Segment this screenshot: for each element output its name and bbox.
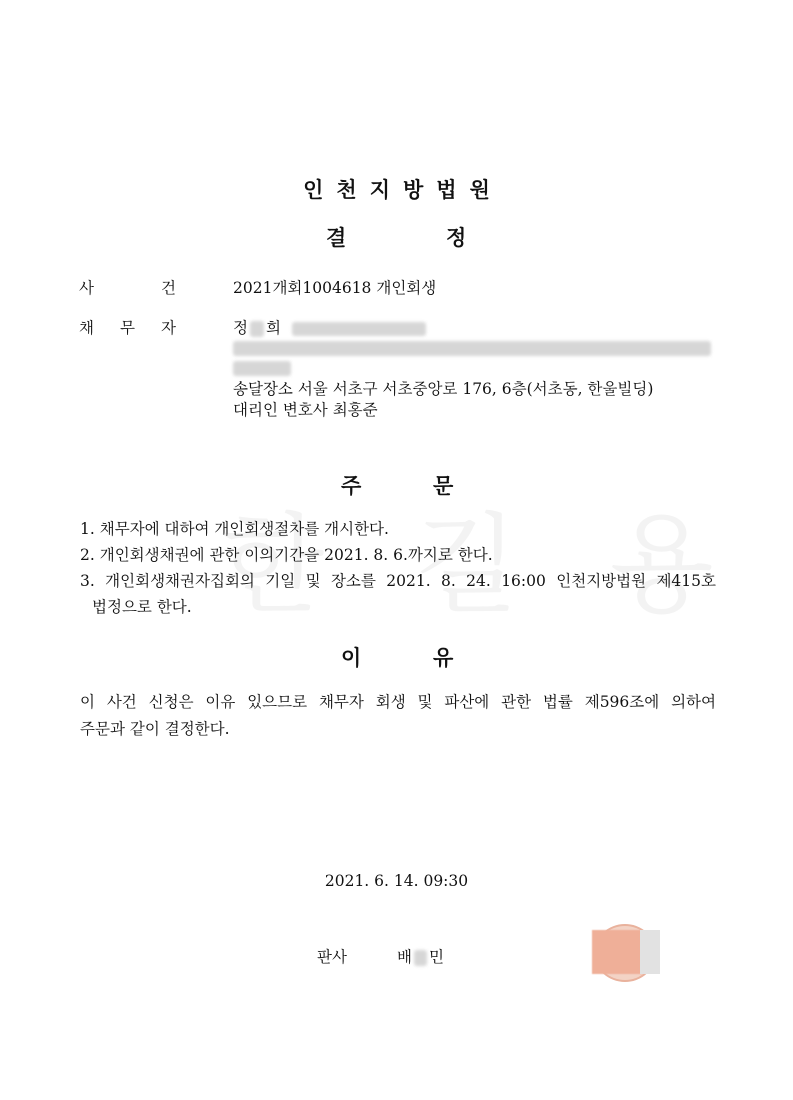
- debtor-name-first: 정: [233, 319, 248, 337]
- case-label: [79, 276, 176, 298]
- redacted-address-line-2: [233, 361, 291, 376]
- decision-title-right: 정: [446, 226, 467, 250]
- decision-title-left: 결: [326, 226, 347, 250]
- order-title-left: 주: [341, 474, 362, 498]
- judge-name-first: 배: [397, 948, 412, 966]
- order-item-continued: 법정으로 한다.: [92, 598, 192, 616]
- seal-redaction: [592, 930, 642, 974]
- court-title: 인천지방법원: [303, 178, 503, 202]
- reason-title-right: 유: [433, 646, 454, 670]
- order-item: 3. 개인회생채권자집회의 기일 및 장소를 2021. 8. 24. 16:00 인천지방법원 제415호: [80, 572, 716, 590]
- service-address: 송달장소 서울 서초구 서초중앙로 176, 6층(서초동, 한울빌딩): [233, 380, 654, 398]
- redacted-registration-number: [292, 322, 426, 336]
- debtor-label-char: 무: [120, 319, 135, 337]
- judge-label: 판사: [317, 948, 347, 966]
- debtor-name: [233, 316, 426, 338]
- reason-line: 이 사건 신청은 이유 있으므로 채무자 회생 및 파산에 관한 법률 제596조에 의하여: [80, 693, 716, 711]
- legal-agent: 대리인 변호사 최홍준: [233, 401, 378, 419]
- case-number: 2021개회1004618 개인회생: [233, 279, 437, 297]
- debtor-label-char: 채: [79, 319, 94, 337]
- order-item: 2. 개인회생채권에 관한 이의기간을 2021. 8. 6.까지로 한다.: [80, 546, 493, 564]
- case-label-char: 건: [161, 279, 176, 297]
- decision-date: 2021. 6. 14. 09:30: [324, 872, 469, 890]
- judge-name-last: 민: [428, 948, 444, 966]
- reason-line: 주문과 같이 결정한다.: [80, 720, 230, 738]
- redacted-judge-name-char: [414, 950, 427, 966]
- redacted-address-cont: [233, 358, 291, 376]
- redacted-name-char: [250, 321, 264, 337]
- case-label-char: 사: [79, 279, 94, 297]
- judge-name: [397, 945, 444, 967]
- order-item: 1. 채무자에 대하여 개인회생절차를 개시한다.: [80, 520, 389, 538]
- debtor-label-char: 자: [161, 319, 176, 337]
- debtor-label: [79, 316, 176, 338]
- redacted-address-line-1: [233, 341, 711, 356]
- redacted-address: [233, 338, 711, 356]
- debtor-name-last: 희: [265, 319, 281, 337]
- order-title-right: 문: [433, 474, 454, 498]
- reason-title-left: 이: [341, 646, 362, 670]
- seal-redaction-side: [640, 930, 660, 974]
